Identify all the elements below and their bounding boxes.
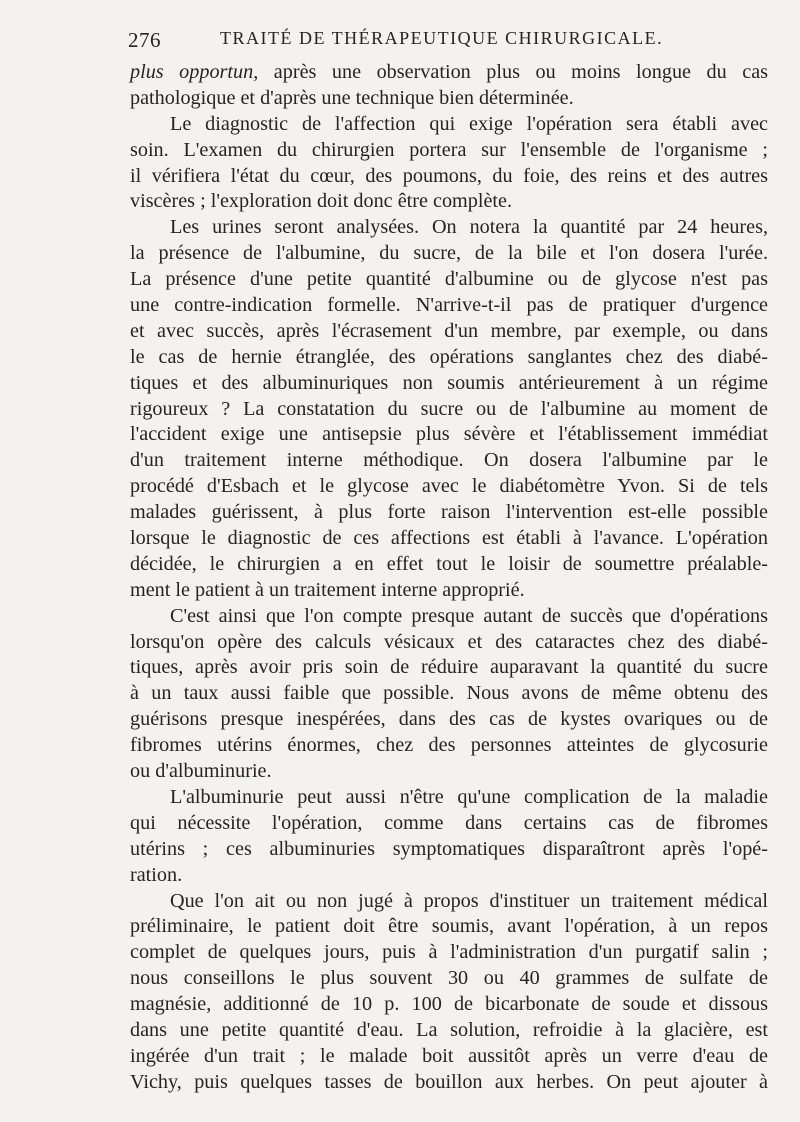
running-title: TRAITÉ DE THÉRAPEUTIQUE CHIRURGICALE.	[220, 28, 664, 48]
text-line: fibromes utérins énormes, chez des personnes atteintes de glycosurie	[130, 734, 768, 757]
paragraph	[130, 785, 768, 889]
paragraph	[130, 60, 768, 112]
text-line: pathologique et d'après une technique bien déterminée.	[130, 86, 574, 109]
text-line: décidée, le chirurgien a en effet tout le loisir de soumettre préalable-	[130, 552, 768, 575]
text-line: nous conseillons le plus souvent 30 ou 40 grammes de sulfate de	[130, 967, 768, 990]
text-line: C'est ainsi que l'on compte presque autant de succès que d'opérations	[170, 604, 768, 627]
text-line: une contre-indication formelle. N'arrive-t-il pas de pratiquer d'urgence	[130, 294, 768, 317]
text-line: ou d'albuminurie.	[130, 760, 272, 783]
text-line: qui nécessite l'opération, comme dans certains cas de fibromes	[130, 811, 768, 834]
text-line: ration.	[130, 863, 183, 886]
paragraph	[130, 604, 768, 785]
page-header	[128, 24, 768, 54]
text-line: la présence de l'albumine, du sucre, de la bile et l'on dosera l'urée.	[130, 242, 768, 265]
text-line: soin. L'examen du chirurgien portera sur l'ensemble de l'organisme ;	[130, 138, 768, 161]
text-line: lorsque le diagnostic de ces affections est établi à l'avance. L'opération	[130, 527, 768, 550]
paragraph	[130, 215, 768, 603]
text-line: à un taux aussi faible que possible. Nous avons de même obtenu des	[130, 682, 768, 705]
text-line: ment le patient à un traitement interne approprié.	[130, 578, 525, 601]
page-number: 276	[128, 28, 161, 52]
paragraph	[130, 889, 768, 1096]
text-line: ingérée d'un trait ; le malade boit aussitôt après un verre d'eau de	[130, 1044, 768, 1067]
text-line: tiques et des albuminuriques non soumis antérieurement à un régime	[130, 371, 768, 394]
text-line: complet de quelques jours, puis à l'administration d'un purgatif salin ;	[130, 941, 768, 964]
text-line: procédé d'Esbach et le glycose avec le diabétomètre Yvon. Si de tels	[130, 475, 768, 498]
paragraph	[130, 112, 768, 216]
text-line: utérins ; ces albuminuries symptomatiques disparaîtront après l'opé-	[130, 837, 768, 860]
text-line: il vérifiera l'état du cœur, des poumons, du foie, des reins et des autres	[130, 164, 768, 187]
text-line: viscères ; l'exploration doit donc être complète.	[130, 190, 513, 213]
text-line: lorsqu'on opère des calculs vésicaux et des cataractes chez des diabé-	[130, 630, 768, 653]
text-line: Vichy, puis quelques tasses de bouillon aux herbes. On peut ajouter à	[130, 1070, 768, 1093]
text-line: Le diagnostic de l'affection qui exige l'opération sera établi avec	[170, 112, 768, 135]
text-line: et avec succès, après l'écrasement d'un membre, par exemple, ou dans	[130, 319, 768, 342]
text-line: dans une petite quantité d'eau. La solution, refroidie à la glacière, est	[130, 1018, 768, 1041]
text-line: le cas de hernie étranglée, des opérations sanglantes chez des diabé-	[130, 345, 768, 368]
text-line: plus opportun, après une observation plus ou moins longue du cas	[130, 61, 769, 83]
text-line: tiques, après avoir pris soin de réduire auparavant la quantité du sucre	[130, 656, 768, 679]
text-line: L'albuminurie peut aussi n'être qu'une complication de la maladie	[170, 785, 768, 808]
text-line: l'accident exige une antisepsie plus sévère et l'établissement immédiat	[130, 423, 768, 446]
body-text	[130, 60, 768, 1096]
emphasis-text: plus opportun,	[130, 61, 259, 83]
text-line: d'un traitement interne méthodique. On dosera l'albumine par le	[130, 449, 768, 472]
text-line: La présence d'une petite quantité d'albumine ou de glycose n'est pas	[130, 268, 768, 291]
text-line: magnésie, additionné de 10 p. 100 de bicarbonate de soude et dissous	[130, 993, 768, 1016]
text-line: rigoureux ? La constatation du sucre ou de l'albumine au moment de	[130, 397, 768, 420]
text-line: Que l'on ait ou non jugé à propos d'instituer un traitement médical	[170, 889, 768, 912]
text-line: préliminaire, le patient doit être soumis, avant l'opération, à un repos	[130, 915, 768, 938]
text-line: guérisons presque inespérées, dans des cas de kystes ovariques ou de	[130, 708, 768, 731]
text-line: malades guérissent, à plus forte raison l'intervention est-elle possible	[130, 501, 768, 524]
text-line: Les urines seront analysées. On notera la quantité par 24 heures,	[170, 216, 768, 239]
